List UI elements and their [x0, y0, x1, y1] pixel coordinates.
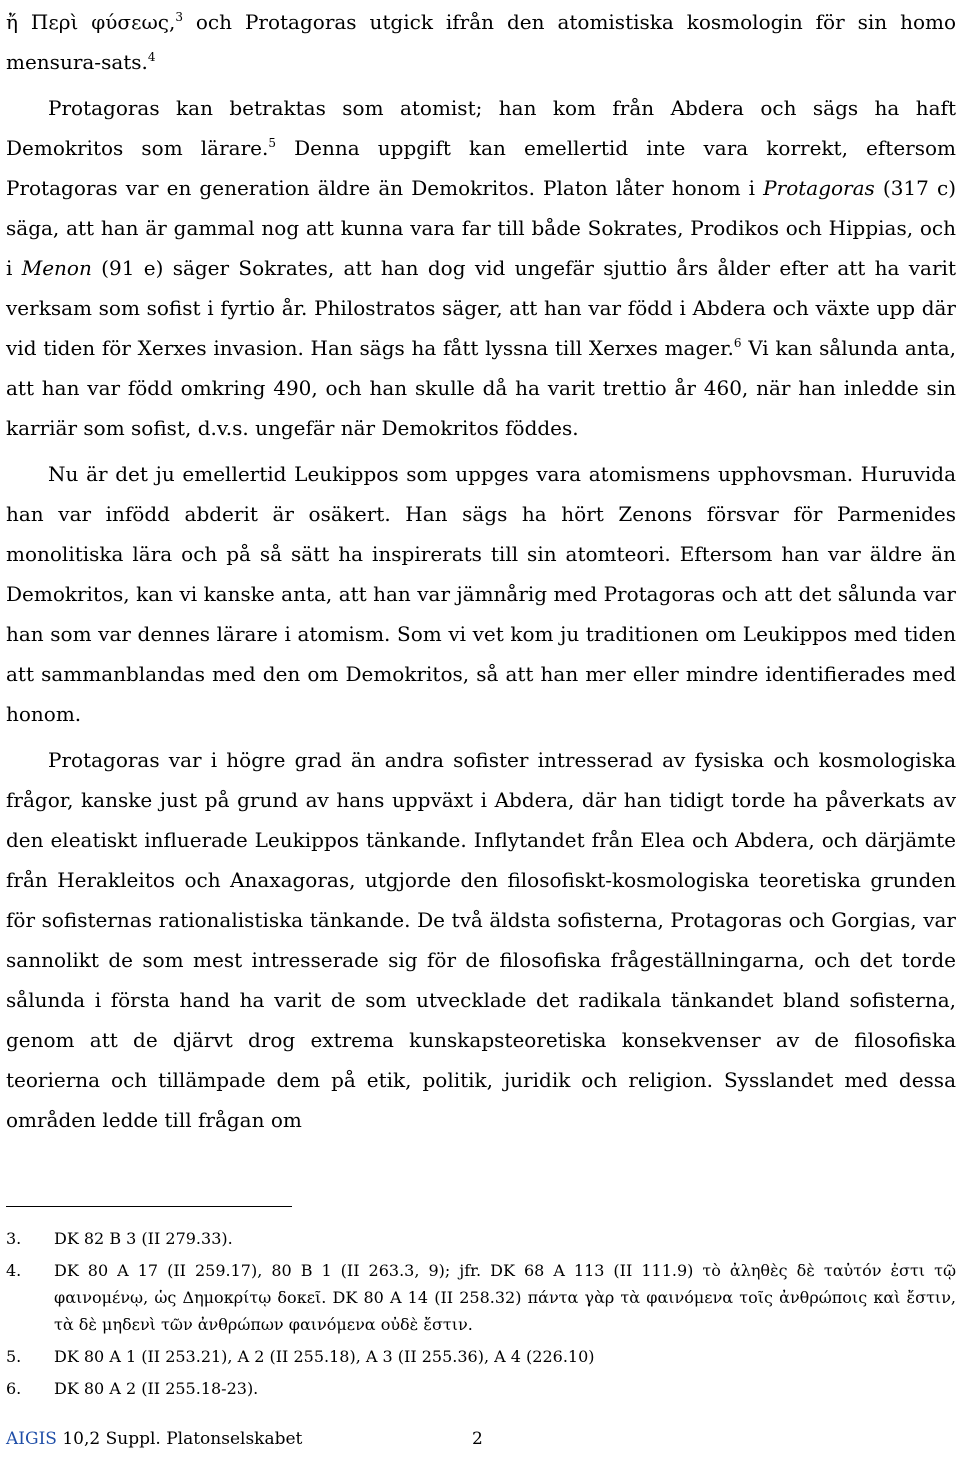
paragraph-1	[6, 0, 956, 82]
paragraph-text: (91 e) säger Sokrates, att han dog vid ungefär sjuttio års ålder efter att ha varit verksam som sofist i fyrtio år. Philostratos säger, att han var född i Abdera och växte upp där vid tiden för Xerxes invasion. Han sägs ha fått lyssna till Xerxes mager.	[6, 256, 956, 360]
footnote-ref[interactable]: 4	[147, 50, 156, 64]
paragraph-text: (317 c) säga, att han är gammal nog att kunna vara far till både Sokrates, Prodikos och Hippias, och i	[6, 176, 956, 280]
paragraph-3: Nu är det ju emellertid Leukippos som uppges vara atomismens upphovsman. Huruvida han var infödd abderit är osäkert. Han sägs ha hört Zenons försvar för Parmenides monolitiska lära och på så sätt ha inspirerats till sin atomteori. Eftersom han var äldre än Demokritos, kan vi kanske anta, att han var jämnårig med Protagoras och att det sålunda var han som var dennes lärare i atomism. Som vi vet kom ju traditionen om Leukippos med tiden att sammanblandas med den om Demokritos, så att han mer eller mindre identifierades med honom.	[6, 462, 956, 726]
journal-info: 10,2 Suppl. Platonselskabet	[56, 1429, 303, 1449]
footnote-ref[interactable]: 3	[175, 10, 183, 24]
greek-title: ἤ Περὶ φύσεως,	[6, 10, 176, 34]
footnote-3	[6, 1225, 956, 1252]
paragraph-text: Vi kan sålunda anta, att han var född omkring 490, och han skulle då ha varit trettio år 460, när han inledde sin karriär som sofist, d.v.s. ungefär när Demokritos föddes.	[6, 336, 956, 440]
body-text	[6, 0, 956, 1140]
italic-title: Protagoras	[763, 176, 875, 200]
paragraph-2	[6, 88, 956, 448]
paragraph-4: Protagoras var i högre grad än andra sofister intresserad av fysiska och kosmologiska frågor, kanske just på grund av hans uppväxt i Abdera, där han tidigt torde ha påverkats av den eleatiskt influerade Leukippos tänkande. Inflytandet från Elea och Abdera, och därjämte från Herakleitos och Anaxagoras, utgjorde den filosofiskt-kosmologiska teoretiska grunden för sofisternas rationalistiska tänkande. De två äldsta sofisterna, Protagoras och Gorgias, var sannolikt de som mest intresserade sig för de filosofiska frågeställningarna, och det torde sålunda i första hand ha varit de som utvecklade det radikala tänkandet bland sofisterna, genom att de djärvt drog extrema kunskapsteoretiska konsekvenser av de filosofiska teorierna och tillämpade dem på etik, politik, juridik och religion. Sysslandet med dessa områden ledde till frågan om	[6, 748, 956, 1132]
footnote-ref[interactable]: 5	[268, 136, 276, 150]
page-number: 2	[472, 1429, 483, 1449]
footnote-divider	[6, 1206, 292, 1207]
footnotes	[6, 1225, 956, 1407]
footnote-text: DK 82 B 3 (II 279.33).	[54, 1229, 233, 1248]
footnote-text: DK 80 A 17 (II 259.17), 80 B 1 (II 263.3, 9); jfr. DK 68 A 113 (II 111.9) τὸ ἀληθὲς δὲ ταὐτόν ἐστι τῷ φαινομένῳ, ὡς Δημοκρίτῳ δοκεῖ. DK 80 A 14 (II 258.32) πάντα γὰρ τὰ φαινόμενα τοῖς ἀνθρώποις καὶ ἔστιν, τὰ δὲ μηδενὶ τῶν ἀνθρώπων φαινόμενα οὐδὲ ἔστιν.	[54, 1261, 956, 1334]
page-footer	[6, 1428, 506, 1450]
footnote-4	[6, 1257, 956, 1338]
footnote-5	[6, 1343, 956, 1370]
footnote-ref[interactable]: 6	[733, 336, 742, 350]
paragraph-text: och Protagoras utgick ifrån den atomistiska kosmologin för sin homo mensura-sats.	[6, 10, 956, 74]
italic-title: Menon	[21, 256, 92, 280]
footnote-text: DK 80 A 2 (II 255.18-23).	[54, 1379, 259, 1398]
footnote-6	[6, 1375, 956, 1402]
footnote-number: 4.	[6, 1261, 22, 1280]
journal-brand-link[interactable]: AIGIS	[6, 1429, 57, 1449]
footnote-text: DK 80 A 1 (II 253.21), A 2 (II 255.18), A 3 (II 255.36), A 4 (226.10)	[54, 1347, 595, 1366]
footnote-number: 5.	[6, 1347, 22, 1366]
paragraph-text: Protagoras kan betraktas som atomist; han kom från Abdera och sägs ha haft Demokritos som lärare.	[6, 96, 956, 160]
footnote-number: 6.	[6, 1379, 22, 1398]
paragraph-text: Denna uppgift kan emellertid inte vara korrekt, eftersom Protagoras var en generation äldre än Demokritos. Platon låter honom i	[6, 136, 956, 200]
footnote-number: 3.	[6, 1229, 22, 1248]
